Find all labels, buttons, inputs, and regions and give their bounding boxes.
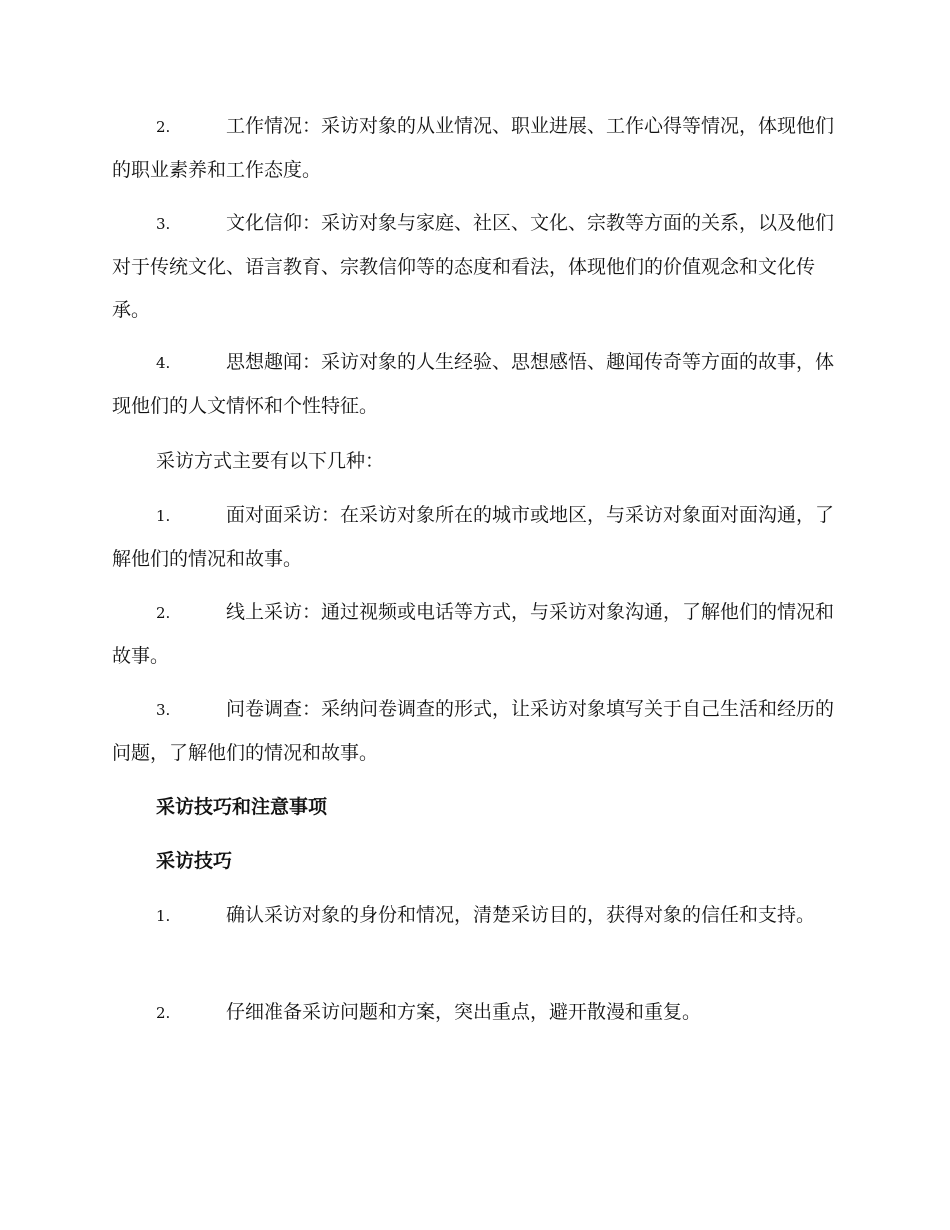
list-text: 问卷调查：采纳问卷调查的形式，让采访对象填写关于自己生活和经历的问题，了解他们的情况和故事。 [112, 698, 835, 764]
methods-intro: 采访方式主要有以下几种： [156, 450, 385, 472]
list-text: 仔细准备采访问题和方案，突出重点，避开散漫和重复。 [226, 1001, 702, 1023]
list-text: 文化信仰：采访对象与家庭、社区、文化、宗教等方面的关系，以及他们对于传统文化、语言教育、宗教信仰等的态度和看法，体现他们的价值观念和文化传承。 [112, 212, 835, 321]
list-item [112, 341, 834, 428]
section-heading: 采访技巧和注意事项 [156, 796, 328, 818]
list-number: 4. [156, 354, 171, 372]
list-item [112, 991, 834, 1035]
list-item [112, 494, 834, 581]
list-item [112, 202, 834, 332]
list-number: 2. [156, 1004, 171, 1022]
list-number: 2. [156, 118, 171, 136]
list-number: 1. [156, 907, 171, 925]
list-number: 1. [156, 507, 171, 525]
list-number: 3. [156, 701, 171, 719]
list-item [112, 894, 834, 938]
list-text: 思想趣闻：采访对象的人生经验、思想感悟、趣闻传奇等方面的故事，体现他们的人文情怀和个性特征。 [112, 351, 835, 417]
list-number: 3. [156, 215, 171, 233]
list-item [112, 105, 834, 192]
list-item [112, 591, 834, 678]
list-number: 2. [156, 604, 171, 622]
subsection-heading: 采访技巧 [156, 850, 233, 872]
list-item [112, 688, 834, 775]
list-text: 工作情况：采访对象的从业情况、职业进展、工作心得等情况，体现他们的职业素养和工作态度。 [112, 115, 835, 181]
list-text: 线上采访：通过视频或电话等方式，与采访对象沟通，了解他们的情况和故事。 [112, 601, 835, 667]
list-text: 确认采访对象的身份和情况，清楚采访目的，获得对象的信任和支持。 [226, 904, 816, 926]
list-text: 面对面采访：在采访对象所在的城市或地区，与采访对象面对面沟通，了解他们的情况和故事。 [112, 504, 835, 570]
